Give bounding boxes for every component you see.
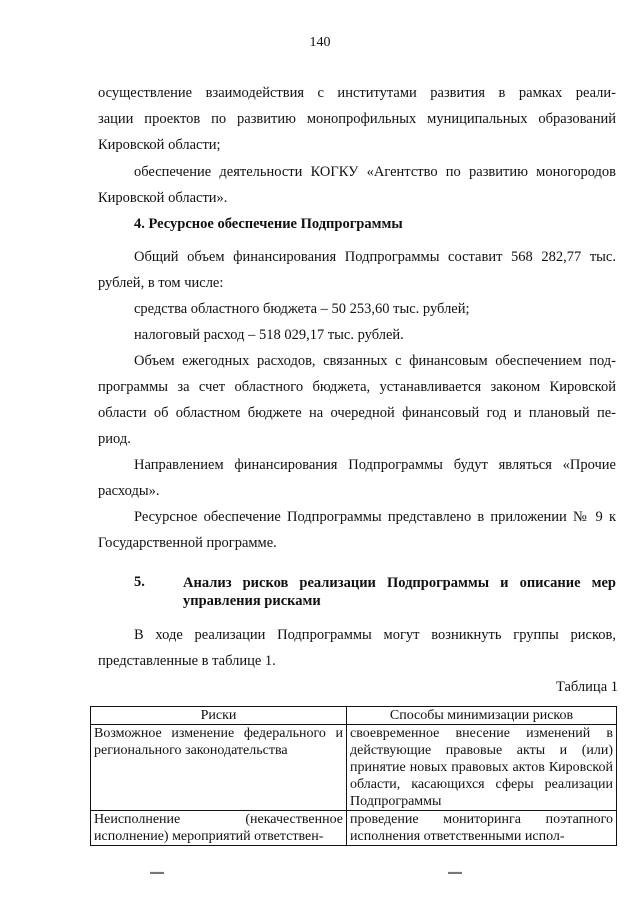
section-5-heading: управления рисками — [183, 593, 321, 609]
text-line: В ходе реализации Подпрограммы могут возникнуть группы рисков, — [134, 627, 616, 643]
text-line: Общий объем финансирования Подпрограммы составит 568 282,77 тыс. — [134, 249, 616, 265]
mitigation-cell: своевременное внесение изменений в действующие правовые акты и (или) принятие новых правовых актов Кировской области, касающихся сферы реализации Подпрограммы — [347, 725, 617, 811]
risk-cell: Возможное изменение федерального и регионального законодательства — [91, 725, 347, 811]
table-caption: Таблица 1 — [555, 679, 618, 695]
scan-mark: ▬▬ — [150, 868, 164, 876]
text-line: риод. — [98, 431, 131, 447]
risk-table — [90, 706, 617, 846]
table-row — [91, 725, 617, 811]
text-line: налоговый расход – 518 029,17 тыс. рублей. — [134, 327, 404, 343]
text-line: Государственной программе. — [98, 535, 277, 551]
scan-mark: ▬▬ — [448, 868, 462, 876]
text-line: программы за счет областного бюджета, устанавливается законом Кировской — [98, 379, 616, 395]
text-line: рублей, в том числе: — [98, 275, 224, 291]
section-4-heading: 4. Ресурсное обеспечение Подпрограммы — [134, 216, 403, 232]
text-line: области об областном бюджете на очередной финансовый год и плановый пе- — [98, 405, 616, 421]
text-line: средства областного бюджета – 50 253,60 тыс. рублей; — [134, 301, 470, 317]
mitigation-cell: проведение мониторинга поэтапного исполнения ответственными испол- — [347, 811, 617, 846]
text-line: Направлением финансирования Подпрограммы будут являться «Прочие — [134, 457, 616, 473]
text-line: Объем ежегодных расходов, связанных с финансовым обеспечением под- — [134, 353, 616, 369]
text-line: представленные в таблице 1. — [98, 653, 276, 669]
text-line: Кировской области». — [98, 190, 228, 206]
text-line: обеспечение деятельности КОГКУ «Агентство по развитию моногородов — [134, 164, 616, 180]
text-line: осуществление взаимодействия с институтами развития в рамках реали- — [98, 85, 616, 101]
text-line: Ресурсное обеспечение Подпрограммы представлено в приложении № 9 к — [134, 509, 616, 525]
section-5-heading: Анализ рисков реализации Подпрограммы и описание мер — [183, 575, 616, 591]
text-line: Кировской области; — [98, 137, 221, 153]
column-header-mitigation: Способы минимизации рисков — [347, 707, 617, 725]
text-line: зации проектов по развитию монопрофильных муниципальных образований — [98, 111, 616, 127]
page-number: 140 — [309, 35, 331, 50]
risk-cell: Неисполнение (некачественное исполнение) мероприятий ответствен- — [91, 811, 347, 846]
table-header-row — [91, 707, 617, 725]
table-row — [91, 811, 617, 846]
text-line: расходы». — [98, 483, 160, 499]
section-5-number: 5. — [134, 574, 145, 590]
column-header-risks: Риски — [91, 707, 347, 725]
